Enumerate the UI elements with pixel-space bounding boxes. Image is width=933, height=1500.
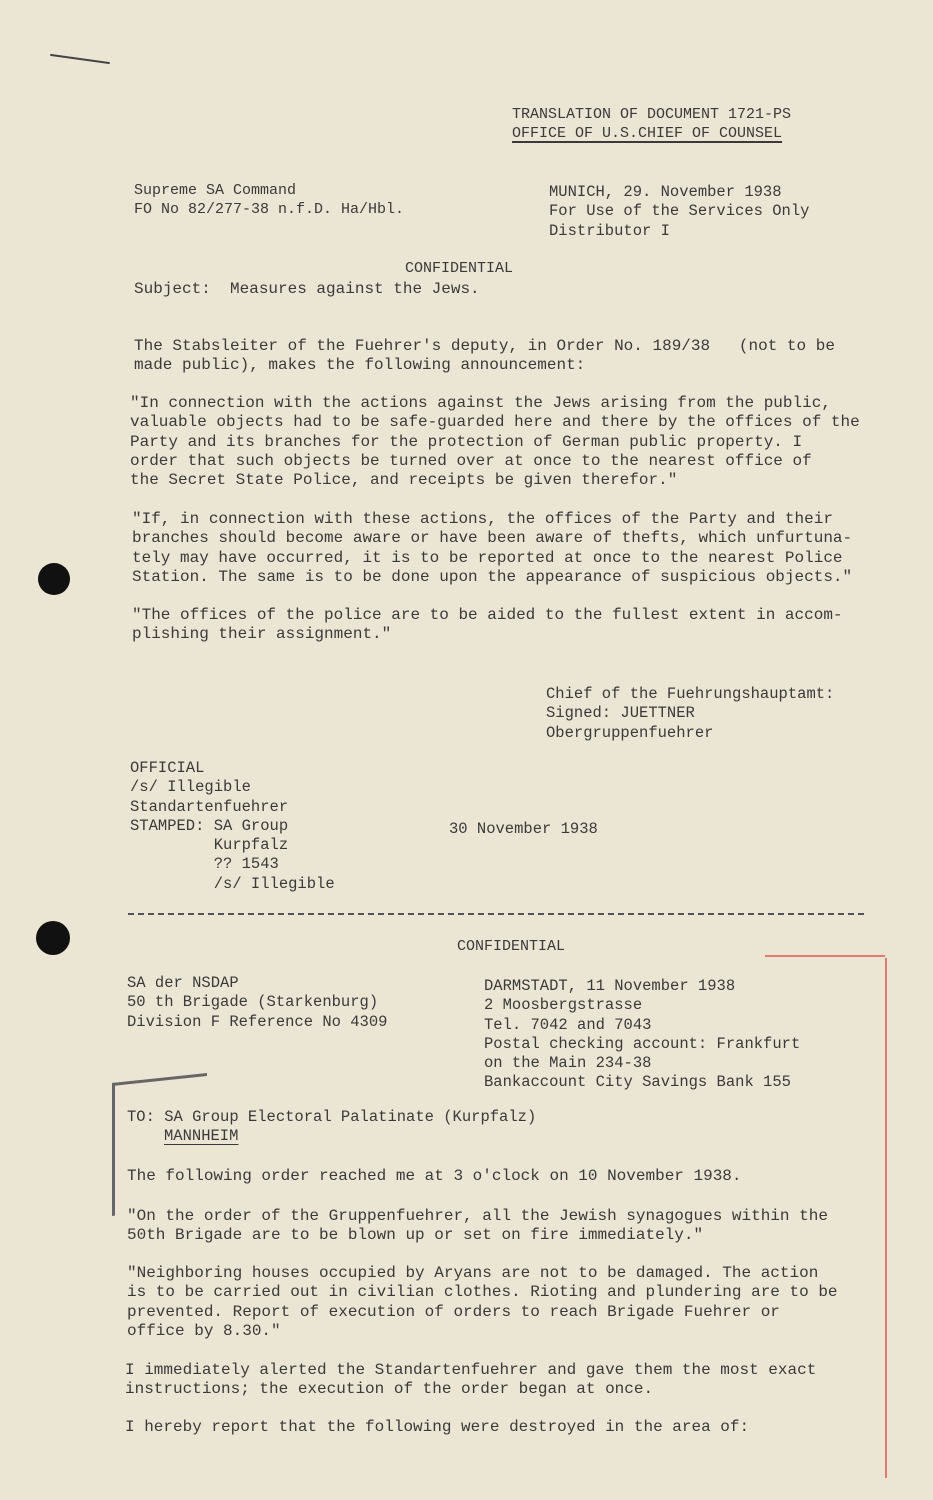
text-line: office by 8.30." [127,1321,281,1340]
text-line: I immediately alerted the Standartenfuehrer and gave them the most exact [125,1361,817,1379]
official-line: STAMPED: SA Group [130,816,289,835]
doc1-signature [546,685,834,743]
text-line: the Secret State Police, and receipts be given therefor." [130,471,678,490]
doc1-paragraph [134,337,835,376]
red-pencil-mark [860,958,887,1478]
doc1-subject: Subject: Measures against the Jews. [134,280,480,298]
signature-line: Obergruppenfuehrer [546,723,714,742]
doc2-paragraph [125,1418,749,1437]
doc1-place-date [549,183,809,241]
from-line: SA der NSDAP [127,974,239,992]
text-line: Party and its branches for the protection of German public property. I [130,432,803,451]
doc2-classification: CONFIDENTIAL [457,938,566,955]
text-line: "Neighboring houses occupied by Aryans are not to be damaged. The action [127,1264,819,1282]
doc2-from [127,974,387,1032]
text-line: tely may have occurred, it is to be reported at once to the nearest Police [132,548,843,567]
header-line-1: TRANSLATION OF DOCUMENT 1721-PS [512,106,792,123]
text-line: order that such objects be turned over at once to the nearest office of [130,451,812,470]
recipient-city: MANNHEIM [164,1127,239,1146]
text-line: plishing their assignment." [132,625,392,644]
text-line: The following order reached me at 3 o'clock on 10 November 1938. [127,1167,742,1185]
doc1-stamp-date: 30 November 1938 [449,820,598,838]
punch-hole-mark [36,921,70,955]
doc1-classification: CONFIDENTIAL [405,260,514,277]
place-date-line: Tel. 7042 and 7043 [484,1015,652,1034]
punch-hole-mark [38,563,70,595]
official-line: /s/ Illegible [130,874,335,893]
text-line: 50th Brigade are to be blown up or set on fire immediately." [127,1226,704,1245]
text-line: "On the order of the Gruppenfuehrer, all the Jewish synagogues within the [127,1207,828,1225]
doc2-paragraph [125,1361,816,1400]
text-line: made public), makes the following announcement: [134,356,586,375]
doc2-paragraph [127,1167,742,1186]
text-line: The Stabsleiter of the Fuehrer's deputy, in Order No. 189/38 (not to be [134,337,835,355]
section-divider [128,913,864,915]
place-date-line: MUNICH, 29. November 1938 [549,183,782,201]
text-line: I hereby report that the following were destroyed in the area of: [125,1418,750,1436]
official-line: ?? 1543 [130,855,279,874]
doc1-from [134,181,404,220]
official-line: Kurpfalz [130,836,289,855]
doc2-paragraph [127,1264,838,1341]
place-date-line: Postal checking account: Frankfurt [484,1034,801,1053]
place-date-line: Distributor I [549,221,670,240]
doc1-paragraph [132,606,843,645]
text-line: Station. The same is to be done upon the appearance of suspicious objects." [132,567,853,586]
text-line: instructions; the execution of the order began at once. [125,1380,654,1399]
header-line-2: OFFICE OF U.S.CHIEF OF COUNSEL [512,125,783,143]
place-date-line: For Use of the Services Only [549,202,810,221]
place-date-line: Bankaccount City Savings Bank 155 [484,1073,791,1092]
doc2-paragraph [127,1207,828,1246]
signature-line: Signed: JUETTNER [546,704,695,723]
text-line: "If, in connection with these actions, the offices of the Party and their [132,510,833,528]
text-line: branches should become aware or have been aware of thefts, which unfurtuna- [132,529,853,548]
official-line: /s/ Illegible [130,778,251,797]
doc2-place-date [484,977,800,1093]
place-date-line: on the Main 234-38 [484,1054,652,1073]
signature-line: Chief of the Fuehrungshauptamt: [546,685,835,703]
from-line: FO No 82/277-38 n.f.D. Ha/Hbl. [134,201,405,219]
recipient-line: TO: SA Group Electoral Palatinate (Kurpfalz) [127,1108,537,1126]
pen-mark [50,54,110,64]
place-date-line: 2 Moosbergstrasse [484,996,643,1015]
pencil-bracket-mark [112,1073,207,1216]
doc1-official-stamp [130,759,335,894]
text-line: "The offices of the police are to be aided to the fullest extent in accom- [132,606,843,624]
from-line: 50 th Brigade (Starkenburg) [127,993,379,1012]
official-line: OFFICIAL [130,759,205,777]
text-line: prevented. Report of execution of orders to reach Brigade Fuehrer or [127,1302,780,1321]
place-date-line: DARMSTADT, 11 November 1938 [484,977,736,995]
red-pencil-mark [765,955,885,957]
text-line: "In connection with the actions against the Jews arising from the public, [130,394,831,412]
text-line: is to be carried out in civilian clothes. Rioting and plundering are to be [127,1283,838,1302]
doc1-paragraph [130,394,860,490]
official-line: Standartenfuehrer [130,797,289,816]
from-line: Supreme SA Command [134,182,297,199]
from-line: Division F Reference No 4309 [127,1012,388,1031]
document-header [512,105,791,144]
doc1-paragraph [132,510,852,587]
text-line: valuable objects had to be safe-guarded here and there by the offices of the [130,413,860,432]
